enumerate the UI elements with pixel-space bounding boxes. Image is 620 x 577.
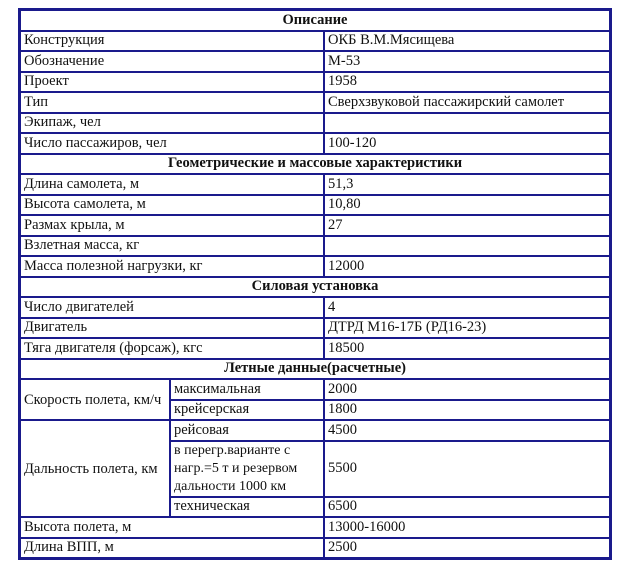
row-sublabel: крейсерская: [170, 400, 324, 421]
row-sublabel: рейсовая: [170, 420, 324, 441]
row-value: ОКБ В.М.Мясищева: [324, 31, 610, 52]
section-flight-title: Летные данные(расчетные): [20, 359, 610, 380]
section-header-row: [20, 359, 610, 380]
table-row: [20, 379, 610, 400]
table-row: [20, 517, 610, 538]
table-row: [20, 113, 610, 134]
row-label: Число пассажиров, чел: [20, 133, 324, 154]
row-label: Масса полезной нагрузки, кг: [20, 256, 324, 277]
row-value: 4500: [324, 420, 610, 441]
row-label: Взлетная масса, кг: [20, 236, 324, 257]
section-header-row: [20, 154, 610, 175]
row-label: Обозначение: [20, 51, 324, 72]
row-value: [324, 236, 610, 257]
section-header-row: [20, 10, 610, 31]
row-label: Тяга двигателя (форсаж), кгс: [20, 338, 324, 359]
row-value: [324, 113, 610, 134]
row-label: Размах крыла, м: [20, 215, 324, 236]
table-row: [20, 420, 610, 441]
row-value: 4: [324, 297, 610, 318]
row-sublabel: максимальная: [170, 379, 324, 400]
row-value: 13000-16000: [324, 517, 610, 538]
row-label: Проект: [20, 72, 324, 93]
row-label: Число двигателей: [20, 297, 324, 318]
row-value: ДТРД М16-17Б (РД16-23): [324, 318, 610, 339]
row-value: 10,80: [324, 195, 610, 216]
row-value: 18500: [324, 338, 610, 359]
row-value: 1958: [324, 72, 610, 93]
row-label: Длина ВПП, м: [20, 538, 324, 559]
table-row: [20, 51, 610, 72]
row-label: Конструкция: [20, 31, 324, 52]
row-label: Длина самолета, м: [20, 174, 324, 195]
row-sublabel: техническая: [170, 497, 324, 518]
row-sublabel: в перегр.варианте с нагр.=5 т и резервом дальности 1000 км: [170, 441, 324, 497]
row-value: Сверхзвуковой пассажирский самолет: [324, 92, 610, 113]
row-value: 2500: [324, 538, 610, 559]
table-row: [20, 236, 610, 257]
section-header-row: [20, 277, 610, 298]
section-geometry-title: Геометрические и массовые характеристики: [20, 154, 610, 175]
table-row: [20, 174, 610, 195]
row-label: Экипаж, чел: [20, 113, 324, 134]
row-label: Тип: [20, 92, 324, 113]
row-value: 5500: [324, 441, 610, 497]
row-value: 100-120: [324, 133, 610, 154]
table-row: [20, 297, 610, 318]
row-label: Двигатель: [20, 318, 324, 339]
table-row: [20, 195, 610, 216]
row-value: 27: [324, 215, 610, 236]
table-row: [20, 318, 610, 339]
speed-label: Скорость полета, км/ч: [20, 379, 170, 420]
range-label: Дальность полета, км: [20, 420, 170, 517]
table-row: [20, 338, 610, 359]
spec-table: [18, 8, 612, 560]
row-value: 2000: [324, 379, 610, 400]
table-row: [20, 256, 610, 277]
row-value: 6500: [324, 497, 610, 518]
row-label: Высота самолета, м: [20, 195, 324, 216]
row-value: 1800: [324, 400, 610, 421]
table-row: [20, 215, 610, 236]
row-label: Высота полета, м: [20, 517, 324, 538]
table-row: [20, 538, 610, 559]
row-value: М-53: [324, 51, 610, 72]
table-row: [20, 92, 610, 113]
table-row: [20, 72, 610, 93]
section-description-title: Описание: [20, 10, 610, 31]
table-row: [20, 133, 610, 154]
section-powerplant-title: Силовая установка: [20, 277, 610, 298]
row-value: 51,3: [324, 174, 610, 195]
table-row: [20, 31, 610, 52]
row-value: 12000: [324, 256, 610, 277]
